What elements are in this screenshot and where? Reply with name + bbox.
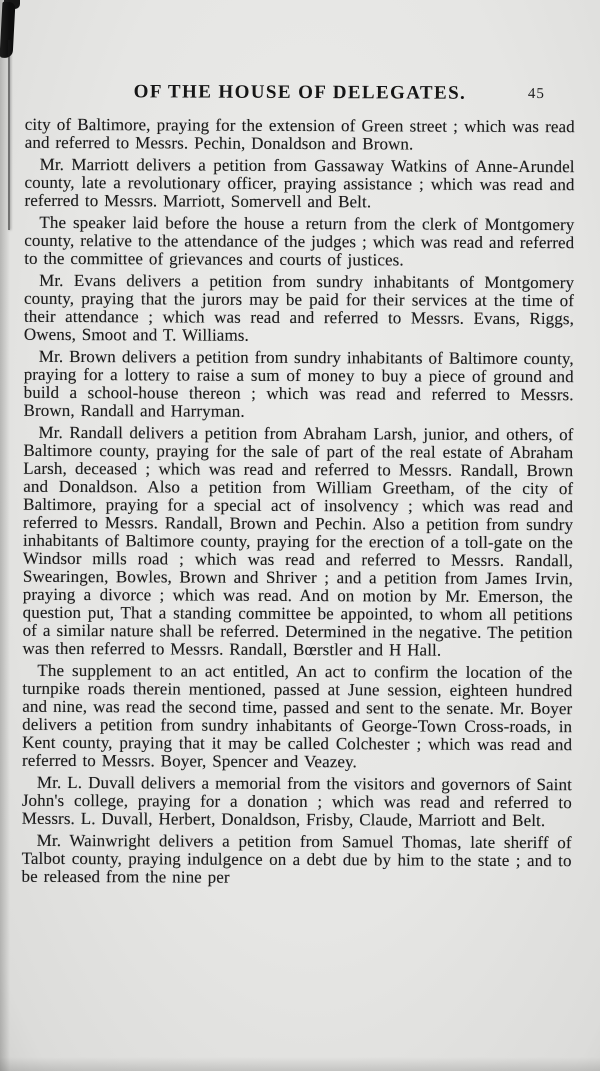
page-content <box>21 81 575 892</box>
paragraph: Mr. L. Duvall delivers a memorial from the visitors and governors of Saint John's college, praying for a donation ; which was read and referred to Messrs. L. Duvall, Herbert, Donaldson, Frisby, Claude, Marriott and Belt. <box>21 772 572 831</box>
paragraph: The supplement to an act entitled, An act to confirm the location of the turnpike roads therein mentioned, passed at June session, eighteen hundred and nine, was read the second time, passed and sent to the senate. Mr. Boyer delivers a petition from sundry inhabitants of George-Town Cross-roads, in Kent county, praying that it may be called Colchester ; which was read and referred to Messrs. Boyer, Spencer and Veazey. <box>21 660 573 772</box>
paragraph: Mr. Wainwright delivers a petition from Samuel Thomas, late sheriff of Talbot county, praying indulgence on a debt due by him to the state ; and to be released from the nine per <box>21 830 572 887</box>
paragraph: Mr. Evans delivers a petition from sundry inhabitants of Montgomery county, praying that the jurors may be paid for their services at the time of their attendance ; which was read and referred to Messrs. Evans, Riggs, Owens, Smoot and T. Williams. <box>23 270 575 345</box>
page-header <box>25 81 575 105</box>
paragraph: Mr. Brown delivers a petition from sundry inhabitants of Baltimore county, praying for a lottery to raise a sum of money to buy a piece of ground and build a school-house thereon ; which was read and referred to Messrs. Brown, Randall and Harryman. <box>23 346 574 421</box>
page-number: 45 <box>527 85 545 103</box>
paragraph: Mr. Randall delivers a petition from Abraham Larsh, junior, and others, of Baltimore county, praying for the sale of part of the real estate of Abraham Larsh, deceased ; which was read and referred to Messrs. Randall, Brown and Donaldson. Also a petition from William Greetham, of the city of Baltimore, praying for a special act of insolvency ; which was read and referred to Messrs. Randall, Brown and Pechin. Also a petition from sundry inhabitants of Baltimore county, praying for the erection of a toll-gate on the Windsor mills road ; which was read and referred to Messrs. Randall, Swearingen, Bowles, Brown and Shriver ; and a petition from James Irvin, praying a divorce ; which was read. And on motion by Mr. Emerson, the question put, That a standing committee be appointed, to whom all petitions of a similar nature shall be referred. Determined in the negative. The petition was then referred to Messrs. Randall, Bœrstler and H Hall. <box>22 422 574 660</box>
page-title: OF THE HOUSE OF DELEGATES. <box>133 81 467 104</box>
paragraph: The speaker laid before the house a return from the clerk of Montgomery county, relative to the attendance of the judges ; which was read and referred to the committee of grievances and courts of justices. <box>24 212 575 270</box>
paragraph: city of Baltimore, praying for the extension of Green street ; which was read and referred to Messrs. Pechin, Donaldson and Brown. <box>24 114 575 154</box>
paragraph: Mr. Marriott delivers a petition from Gassaway Watkins of Anne-Arundel county, late a revolutionary officer, praying assistance ; which was read and referred to Messrs. Marriott, Somervell and Belt. <box>24 154 575 212</box>
page-edge-shadow <box>0 0 10 1071</box>
page-edge-shadow <box>0 1057 600 1071</box>
